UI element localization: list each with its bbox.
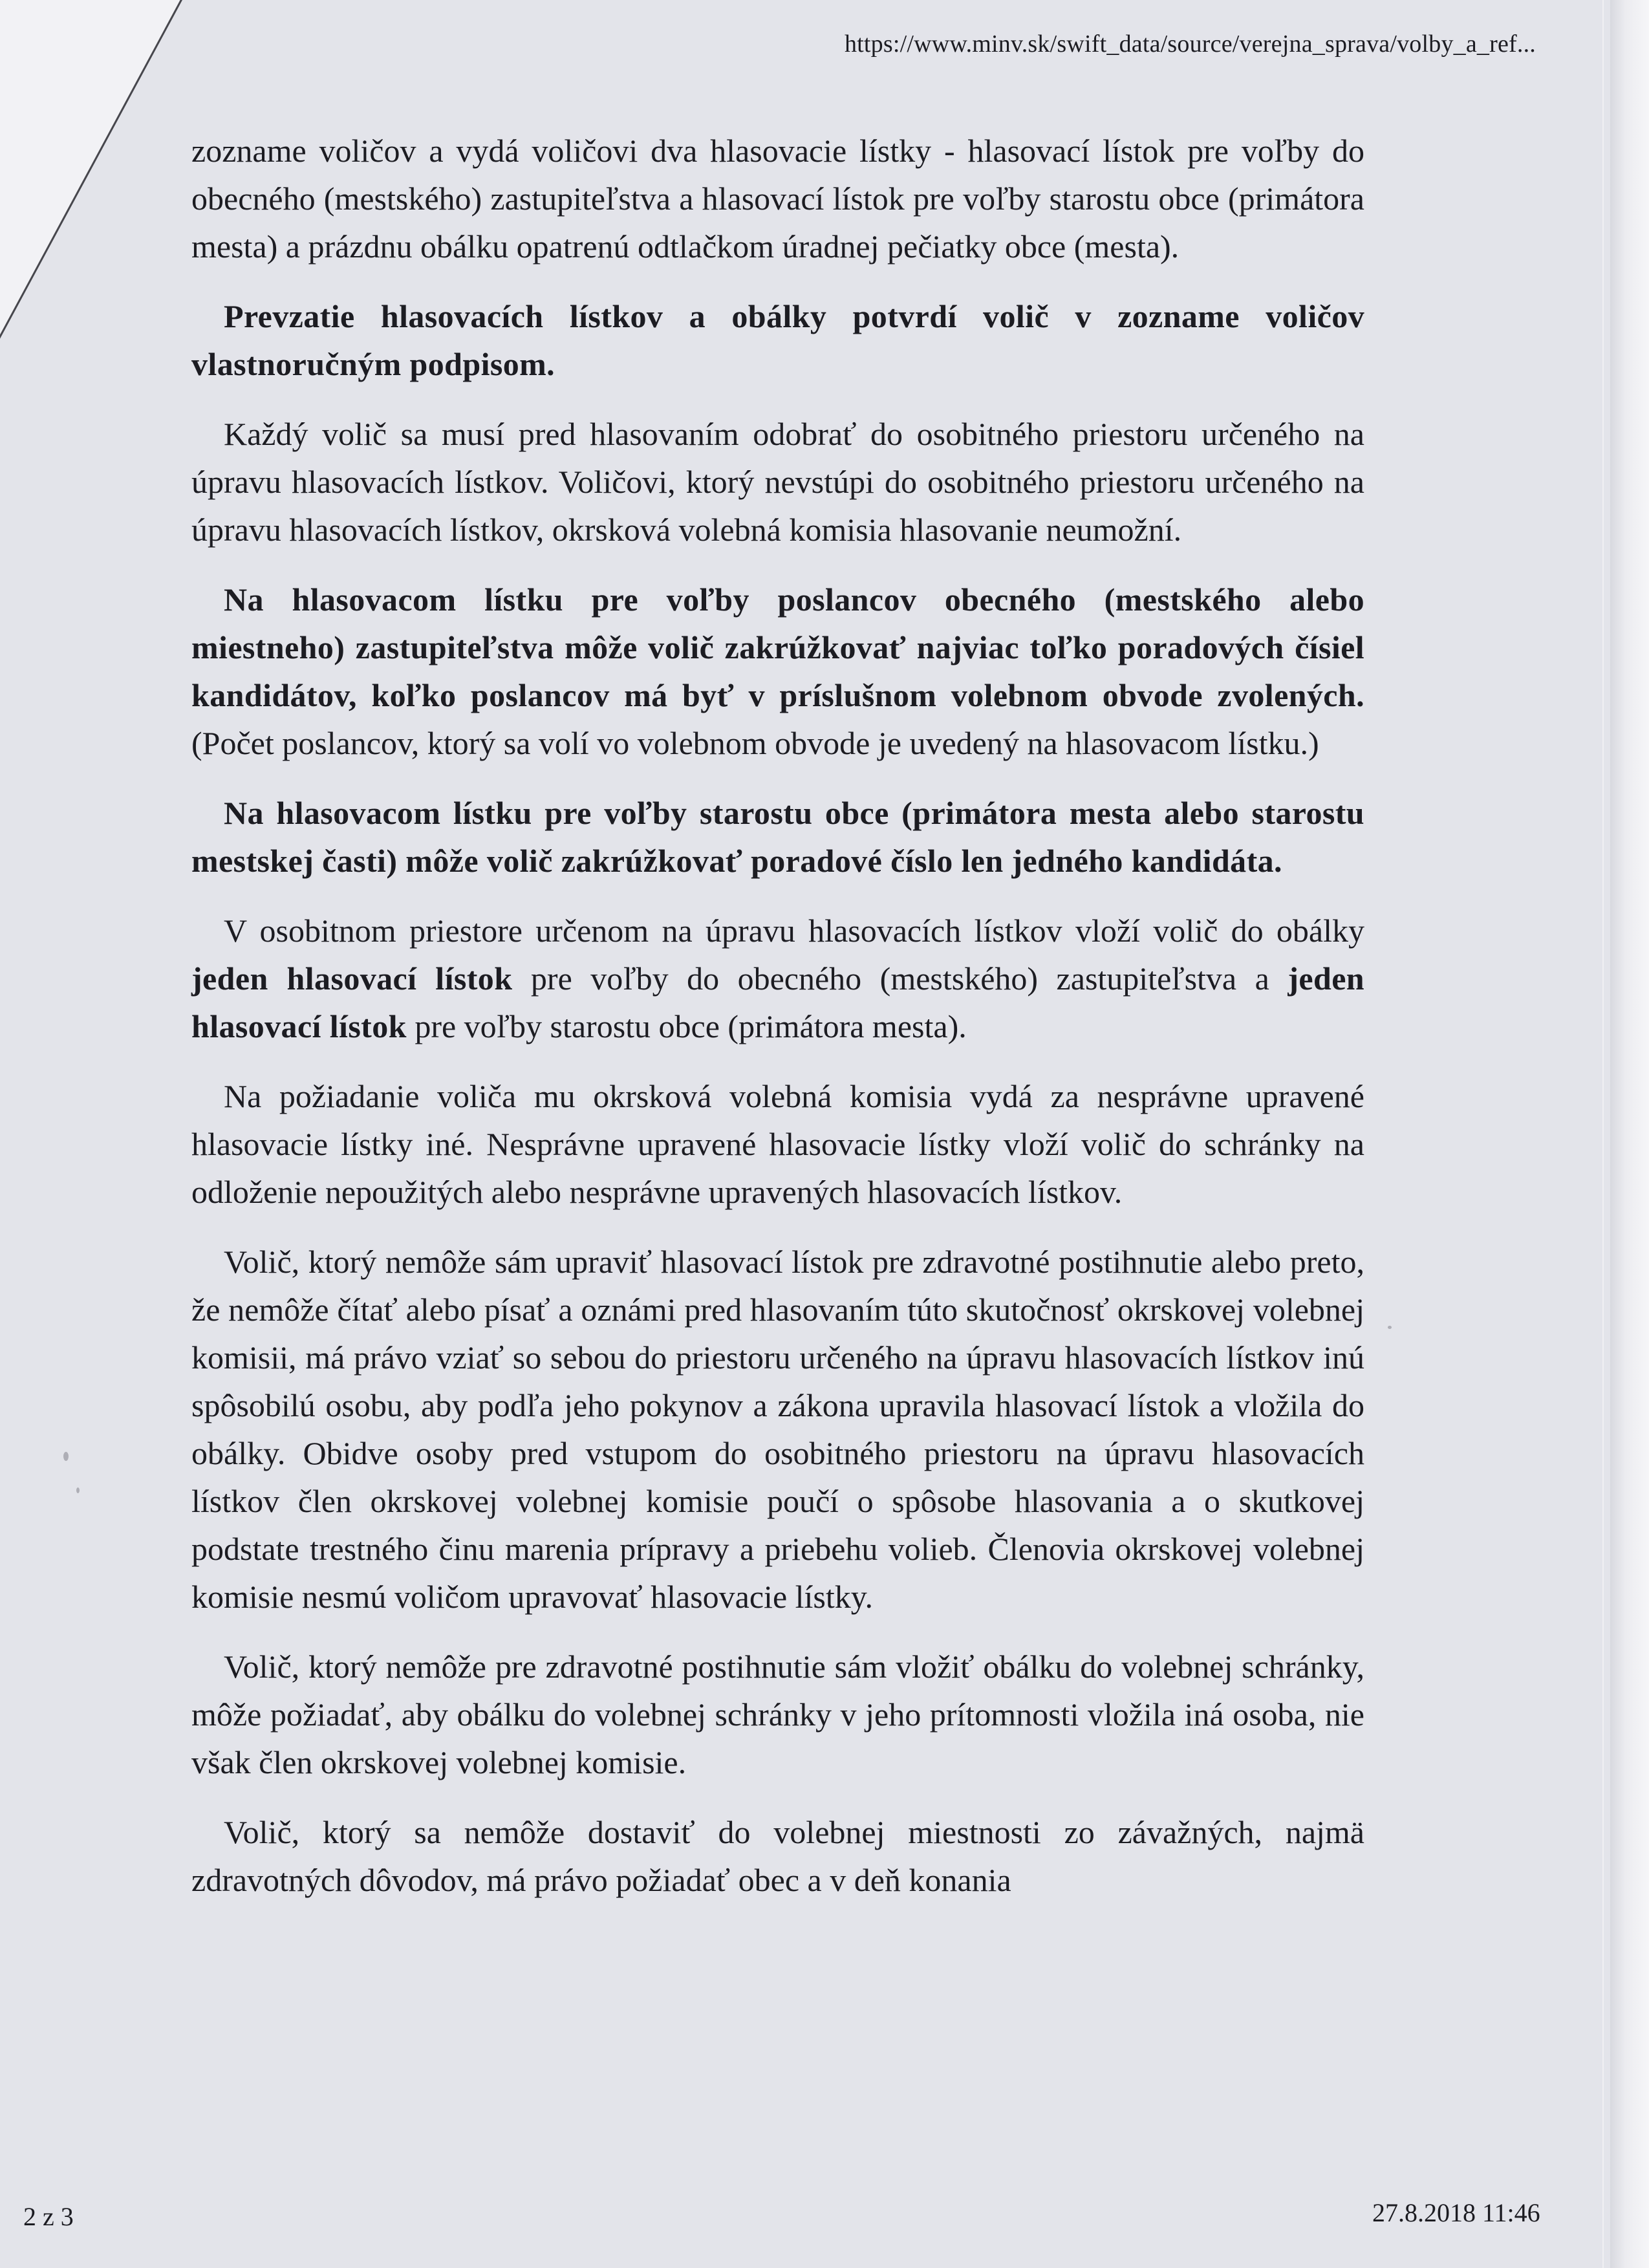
scan-speck <box>1388 1326 1392 1329</box>
bold-text: jeden hlasovací lístok <box>191 960 1364 1044</box>
paragraph <box>191 789 1364 885</box>
scan-speck <box>76 1487 80 1493</box>
document-body <box>191 127 1364 1926</box>
bold-text: Prevzatie hlasovacích lístkov a obálky potvrdí volič v zozname voličov vlastnoručným podpisom. <box>191 298 1364 382</box>
paragraph <box>191 1643 1364 1786</box>
paragraph <box>191 907 1364 1050</box>
text: pre voľby do obecného (mestského) zastupiteľstva a <box>512 960 1288 997</box>
bold-text: Na hlasovacom lístku pre voľby starostu obce (primátora mesta alebo starostu mestskej časti) môže volič zakrúžkovať poradové číslo len jedného kandidáta. <box>191 795 1364 879</box>
header-url: https://www.minv.sk/swift_data/source/verejna_sprava/volby_a_ref... <box>844 30 1536 58</box>
paragraph <box>191 292 1364 388</box>
text: Volič, ktorý nemôže sám upraviť hlasovací lístok pre zdravotné postihnutie alebo preto, že nemôže čítať alebo písať a oznámi pred hlasovaním túto skutočnosť okrskovej volebnej komisii, má právo vziať so sebou do priestoru určeného na úpravu hlasovacích lístkov inú spôsobilú osobu, aby podľa jeho pokynov a zákona upravila hlasovací lístok a vložila do obálky. Obidve osoby pred vstupom do osobitného priestoru na úpravu hlasovacích lístkov člen okrskovej volebnej komisie poučí o spôsobe hlasovania a o skutkovej podstate trestného činu marenia prípravy a priebehu volieb. Členovia okrskovej volebnej komisie nesmú voličom upravovať hlasovacie lístky. <box>191 1244 1364 1615</box>
paragraph <box>191 1072 1364 1216</box>
text: zozname voličov a vydá voličovi dva hlasovacie lístky - hlasovací lístok pre voľby do obecného (mestského) zastupiteľstva a hlasovací lístok pre voľby starostu obce (primátora mesta) a prázdnu obálku opatrenú odtlačkom úradnej pečiatky obce (mesta). <box>191 133 1364 265</box>
text: Volič, ktorý nemôže pre zdravotné postihnutie sám vložiť obálku do volebnej schránky, môže požiadať, aby obálku do volebnej schránky v jeho prítomnosti vložila iná osoba, nie však člen okrskovej volebnej komisie. <box>191 1648 1364 1780</box>
page-right-edge <box>1610 0 1649 2268</box>
paragraph <box>191 410 1364 554</box>
text: V osobitnom priestore určenom na úpravu hlasovacích lístkov vloží volič do obálky <box>224 913 1364 949</box>
paragraph <box>191 1238 1364 1621</box>
paragraph <box>191 1808 1364 1904</box>
scan-speck <box>63 1452 69 1461</box>
text: Každý volič sa musí pred hlasovaním odobrať do osobitného priestoru určeného na úpravu hlasovacích lístkov. Voličovi, ktorý nevstúpi do osobitného priestoru určeného na úpravu hlasovacích lístkov, okrsková volebná komisia hlasovanie neumožní. <box>191 416 1364 548</box>
text: Volič, ktorý sa nemôže dostaviť do volebnej miestnosti zo závažných, najmä zdravotných dôvodov, má právo požiadať obec a v deň konania <box>191 1814 1364 1898</box>
text: Na požiadanie voliča mu okrsková volebná komisia vydá za nesprávne upravené hlasovacie lístky iné. Nesprávne upravené hlasovacie lístky vloží volič do schránky na odloženie nepoužitých alebo nesprávne upravených hlasovacích lístkov. <box>191 1078 1364 1210</box>
print-datetime: 27.8.2018 11:46 <box>1372 2198 1540 2227</box>
bold-text: Na hlasovacom lístku pre voľby poslancov obecného (mestského alebo miestneho) zastupiteľstva môže volič zakrúžkovať najviac toľko poradových čísiel kandidátov, koľko poslancov má byť v príslušnom volebnom obvode zvolených. <box>191 581 1364 713</box>
paragraph <box>191 127 1364 270</box>
text: pre voľby starostu obce (primátora mesta). <box>406 1008 967 1044</box>
paragraph <box>191 576 1364 767</box>
bold-text: jeden hlasovací lístok <box>191 960 513 997</box>
text: (Počet poslancov, ktorý sa volí vo volebnom obvode je uvedený na hlasovacom lístku.) <box>191 725 1319 761</box>
page-edge-line <box>1602 0 1604 2268</box>
page-number: 2 z 3 <box>23 2202 74 2231</box>
